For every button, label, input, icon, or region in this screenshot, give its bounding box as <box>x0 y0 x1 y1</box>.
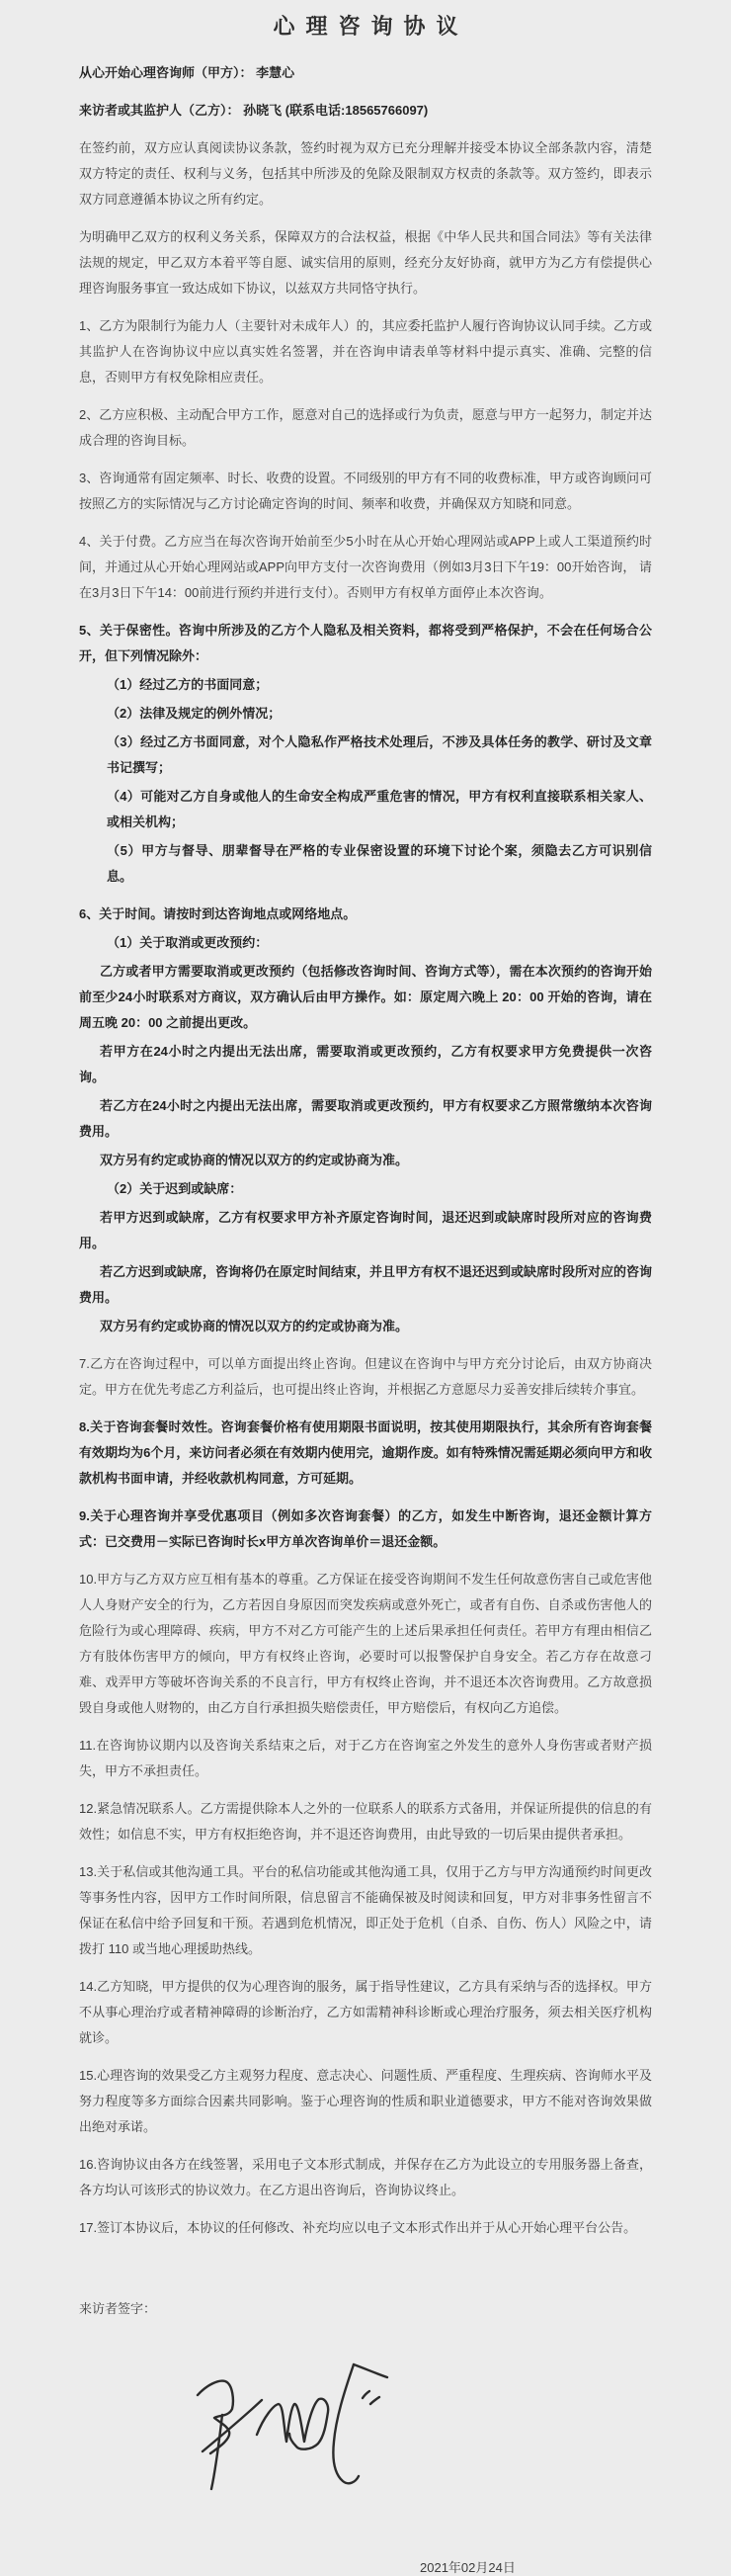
clause-5-item-4: （4）可能对乙方自身或他人的生命安全构成严重危害的情况，甲方有权利直接联系相关家人、或相关机构； <box>107 789 652 829</box>
party-b-line: 来访者或其监护人（乙方）： 孙晓飞 (联系电话:18565766097) <box>79 103 429 118</box>
clause-6-item-1: （1）关于取消或更改预约： <box>107 935 269 950</box>
clause-17: 17.签订本协议后，本协议的任何修改、补充均应以电子文本形式作出并于从心开始心理平台公告。 <box>79 2220 637 2235</box>
clause-14: 14.乙方知晓，甲方提供的仅为心理咨询的服务，属于指导性建议，乙方具有采纳与否的选择权。甲方不从事心理治疗或者精神障碍的诊断治疗，乙方如需精神科诊断或心理治疗服务，须去相关医疗机构就诊。 <box>79 1979 652 2045</box>
clause-16: 16.咨询协议由各方在线签署，采用电子文本形式制成，并保存在乙方为此设立的专用服务器上备查，各方均认可该形式的协议效力。在乙方退出咨询后，咨询协议终止。 <box>79 2157 652 2197</box>
clause-5: 5、关于保密性。咨询中所涉及的乙方个人隐私及相关资料，都将受到严格保护，不会在任何场合公开，但下列情况除外： <box>79 623 652 663</box>
clause-6: 6、关于时间。请按时到达咨询地点或网络地点。 <box>79 906 357 921</box>
intro-paragraph: 为明确甲乙双方的权利义务关系，保障双方的合法权益，根据《中华人民共和国合同法》等有关法律法规的规定，甲乙双方本着平等自愿、诚实信用的原则，经充分友好协商，就甲方为乙方有偿提供心理咨询服务事宜一致达成如下协议，以兹双方共同恪守执行。 <box>79 229 652 296</box>
clause-1: 1、乙方为限制行为能力人（主要针对未成年人）的，其应委托监护人履行咨询协议认同手续。乙方或其监护人在咨询协议中应以真实姓名签署，并在咨询申请表单等材料中提示真实、准确、完整的信息，否则甲方有权免除相应责任。 <box>79 318 652 385</box>
clause-9: 9.关于心理咨询并享受优惠项目（例如多次咨询套餐）的乙方，如发生中断咨询，退还金额计算方式：已交费用－实际已咨询时长x甲方单次咨询单价＝退还金额。 <box>79 1508 652 1549</box>
clause-6-item-1-text: 若甲方在24小时之内提出无法出席，需要取消或更改预约，乙方有权要求甲方免费提供一次咨询。 <box>79 1044 652 1084</box>
clause-5-item-1: （1）经过乙方的书面同意； <box>107 677 269 692</box>
clause-6-item-2: （2）关于迟到或缺席： <box>107 1181 243 1196</box>
clause-5-item-3: （3）经过乙方书面同意，对个人隐私作严格技术处理后，不涉及具体任务的教学、研讨及文章书记撰写； <box>107 734 652 775</box>
signature-date: 2021年02月24日 <box>420 2560 516 2575</box>
clause-6-item-2-text: 双方另有约定或协商的情况以双方的约定或协商为准。 <box>100 1319 409 1333</box>
intro-paragraph: 在签约前，双方应认真阅读协议条款，签约时视为双方已充分理解并接受本协议全部条款内容，清楚双方特定的责任、权利与义务，包括其中所涉及的免除及限制双方权责的条款等。双方签约，即表示双方同意遵循本协议之所有约定。 <box>79 140 652 207</box>
signature-image <box>193 2356 400 2504</box>
clause-7: 7.乙方在咨询过程中，可以单方面提出终止咨询。但建议在咨询中与甲方充分讨论后，由双方协商决定。甲方在优先考虑乙方利益后，也可提出终止咨询，并根据乙方意愿尽力妥善安排后续转介事宜。 <box>79 1356 652 1397</box>
clause-2: 2、乙方应积极、主动配合甲方工作，愿意对自己的选择或行为负责，愿意与甲方一起努力，制定并达成合理的咨询目标。 <box>79 407 652 448</box>
clause-6-item-2-text: 若乙方迟到或缺席，咨询将仍在原定时间结束，并且甲方有权不退还迟到或缺席时段所对应的咨询费用。 <box>79 1264 653 1305</box>
clause-3: 3、咨询通常有固定频率、时长、收费的设置。不同级别的甲方有不同的收费标准，甲方或咨询顾问可按照乙方的实际情况与乙方讨论确定咨询的时间、频率和收费，并确保双方知晓和同意。 <box>79 471 652 511</box>
clause-12: 12.紧急情况联系人。乙方需提供除本人之外的一位联系人的联系方式备用，并保证所提供的信息的有效性；如信息不实，甲方有权拒绝咨询，并不退还咨询费用，由此导致的一切后果由提供者承担。 <box>79 1801 652 1842</box>
page-title: 心理咨询协议 <box>273 14 469 39</box>
clause-10: 10.甲方与乙方双方应互相有基本的尊重。乙方保证在接受咨询期间不发生任何故意伤害自己或危害他人人身财产安全的行为，乙方若因自身原因而突发疾病或意外死亡，或者有自伤、自杀或伤害他人的危险行为或心理障碍、疾病，甲方不对乙方可能产生的上述后果承担任何责任。若甲方有理由相信乙方有肢体伤害甲方的倾向，甲方有权终止咨询，必要时可以报警保护自身安全。若乙方存在故意刁难、戏弄甲方等破坏咨询关系的不良言行，甲方有权终止咨询，并不退还本次咨询费用。乙方故意损毁自身或他人财物的，由乙方自行承担损失赔偿责任，甲方赔偿后，有权向乙方追偿。 <box>79 1572 652 1715</box>
clause-6-item-1-text: 双方另有约定或协商的情况以双方的约定或协商为准。 <box>100 1153 409 1167</box>
clause-6-item-1-text: 乙方或者甲方需要取消或更改预约（包括修改咨询时间、咨询方式等），需在本次预约的咨询开始前至少24小时联系对方商议，双方确认后由甲方操作。如：原定周六晚上 20：00 开始的咨询，请在周五晚 20：00 之前提出更改。 <box>79 964 652 1030</box>
clause-5-item-5: （5）甲方与督导、朋辈督导在严格的专业保密设置的环境下讨论个案，须隐去乙方可识别信息。 <box>107 843 652 884</box>
party-a-line: 从心开始心理咨询师（甲方）： 李慧心 <box>79 65 295 80</box>
clause-15: 15.心理咨询的效果受乙方主观努力程度、意志决心、问题性质、严重程度、生理疾病、咨询师水平及努力程度等多方面综合因素共同影响。鉴于心理咨询的性质和职业道德要求，甲方不能对咨询效果做出绝对承诺。 <box>79 2068 652 2134</box>
clause-8: 8.关于咨询套餐时效性。咨询套餐价格有使用期限书面说明，按其使用期限执行，其余所有咨询套餐有效期均为6个月，来访问者必须在有效期内使用完，逾期作废。如有特殊情况需延期必须向甲方和收款机构书面申请，并经收款机构同意，方可延期。 <box>79 1419 652 1486</box>
clause-6-item-2-text: 若甲方迟到或缺席，乙方有权要求甲方补齐原定咨询时间，退还迟到或缺席时段所对应的咨询费用。 <box>79 1210 652 1250</box>
clause-6-item-1-text: 若乙方在24小时之内提出无法出席，需要取消或更改预约，甲方有权要求乙方照常缴纳本次咨询费用。 <box>79 1098 652 1139</box>
clause-11: 11.在咨询协议期内以及咨询关系结束之后，对于乙方在咨询室之外发生的意外人身伤害或者财产损失，甲方不承担责任。 <box>79 1738 652 1778</box>
signature-label: 来访者签字： <box>79 2301 157 2316</box>
clause-5-item-2: （2）法律及规定的例外情况； <box>107 706 282 721</box>
clause-4: 4、关于付费。乙方应当在每次咨询开始前至少5小时在从心开始心理网站或APP上或人工渠道预约时间，并通过从心开始心理网站或APP向甲方支付一次咨询费用（例如3月3日下午19：00开始咨询， 请在3月3日下午14：00前进行预约并进行支付）。否则甲方有权单方面停止本次咨询。 <box>79 534 653 600</box>
clause-13: 13.关于私信或其他沟通工具。平台的私信功能或其他沟通工具，仅用于乙方与甲方沟通预约时间更改等事务性内容，因甲方工作时间所限，信息留言不能确保被及时阅读和回复，甲方对非事务性留言不保证在私信中给予回复和干预。若遇到危机情况，即正处于危机（自杀、自伤、伤人）风险之中，请拨打 110 或当地心理援助热线。 <box>79 1864 652 1956</box>
